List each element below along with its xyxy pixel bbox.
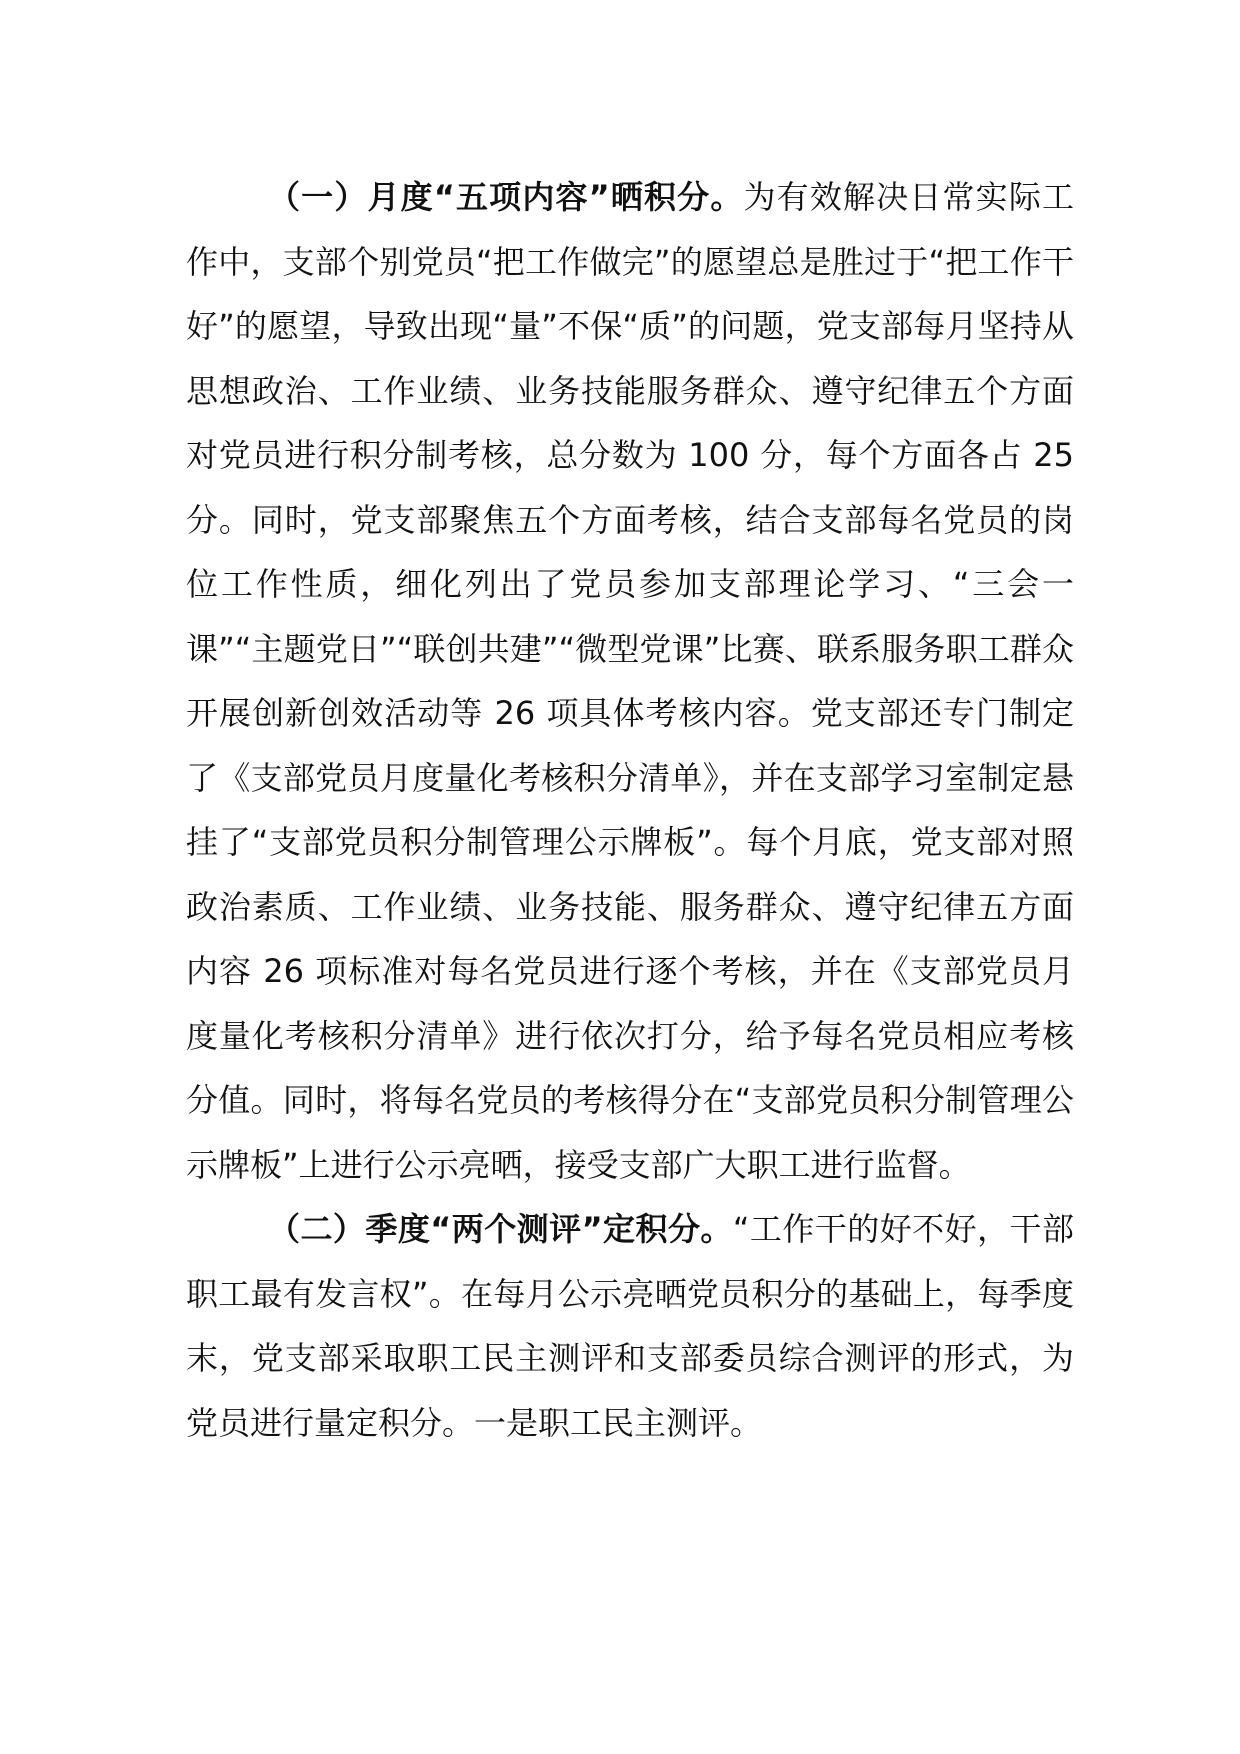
paragraph-monthly-points	[186, 165, 1074, 1197]
document-body	[186, 165, 1074, 1455]
paragraph-text-monthly: 为有效解决日常实际工作中，支部个别党员“把工作做完”的愿望总是胜过于“把工作干好”的愿望，导致出现“量”不保“质”的问题，党支部每月坚持从思想政治、工作业绩、业务技能服务群众、遵守纪律五个方面对党员进行积分制考核，总分数为 100 分，每个方面各占 25 分。同时，党支部聚焦五个方面考核，结合支部每名党员的岗位工作性质，细化列出了党员参加支部理论学习、“三会一课”“主题党日”“联创共建”“微型党课”比赛、联系服务职工群众开展创新创效活动等 26 项具体考核内容。党支部还专门制定了《支部党员月度量化考核积分清单》，并在支部学习室制定悬挂了“支部党员积分制管理公示牌板”。每个月底，党支部对照政治素质、工作业绩、业务技能、服务群众、遵守纪律五方面内容 26 项标准对每名党员进行逐个考核，并在《支部党员月度量化考核积分清单》进行依次打分，给予每名党员相应考核分值。同时，将每名党员的考核得分在“支部党员积分制管理公示牌板”上进行公示亮晒，接受支部广大职工进行监督。	[186, 178, 1074, 1184]
paragraph-quarterly-points	[186, 1197, 1074, 1455]
paragraph-text-quarterly: “工作干的好不好，干部职工最有发言权”。在每月公示亮晒党员积分的基础上，每季度末，党支部采取职工民主测评和支部委员综合测评的形式，为党员进行量定积分。一是职工民主测评。	[186, 1210, 1074, 1442]
section-heading-quarterly: （二）季度“两个测评”定积分。	[268, 1210, 733, 1248]
section-heading-monthly: （一）月度“五项内容”晒积分。	[268, 178, 744, 216]
